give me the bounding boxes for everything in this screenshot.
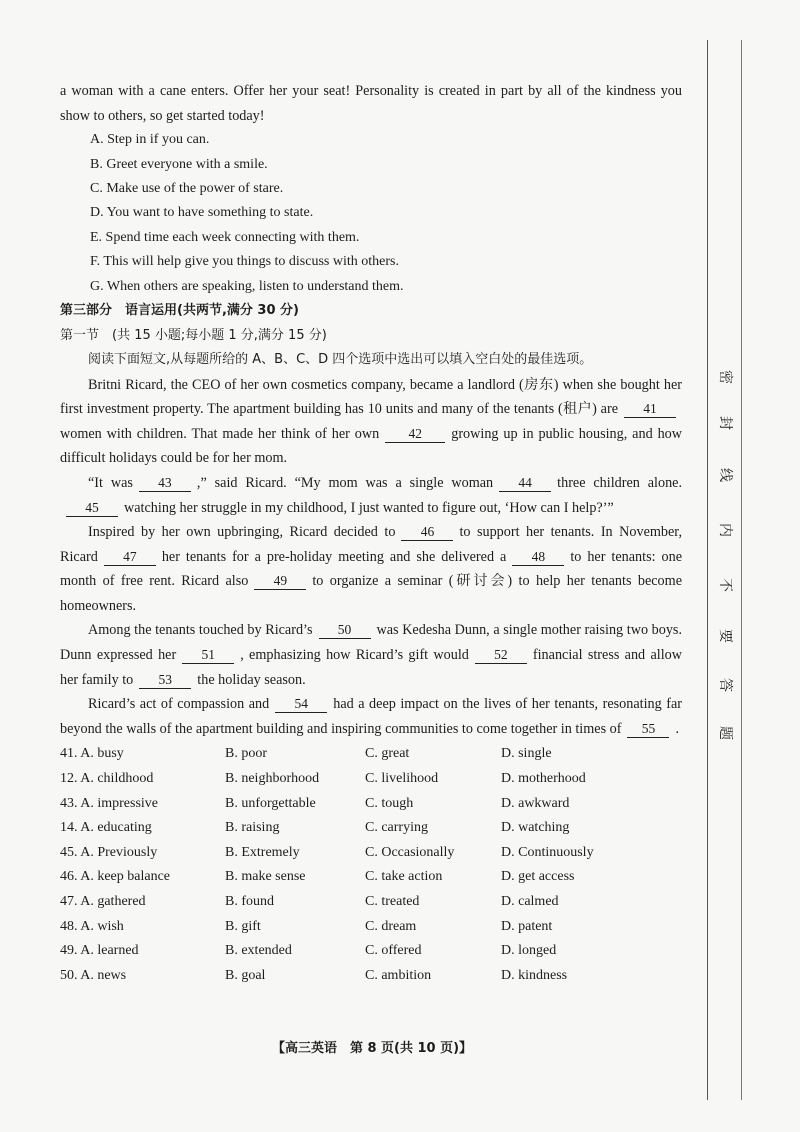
text-run: Britni Ricard, the CEO of her own cosmetics company, became a landlord (房东) when she bought her first investment property. The apartment building has 10 units and many of the tenants (租户) are	[60, 376, 682, 418]
choice-table	[60, 742, 682, 988]
choice-row	[60, 816, 682, 841]
blank-41: 41	[624, 400, 676, 418]
text-run: the holiday season.	[197, 671, 306, 688]
text-run: was Kedesha Dunn, a single mother raising two boys. Dunn expressed her	[60, 622, 682, 664]
option-e: E. Spend time each week connecting with them.	[90, 229, 360, 245]
choice-d: D. awkward	[501, 795, 570, 811]
blank-50: 50	[319, 621, 371, 639]
margin-char: 密	[717, 370, 733, 384]
margin-char: 答	[717, 678, 733, 692]
seven-options-list	[60, 128, 682, 299]
section-heading: 第三部分 语言运用(共两节,满分 30 分)	[60, 303, 299, 319]
text-run: financial stress and allow her family to	[60, 647, 682, 688]
option-f: F. This will help give you things to discuss with others.	[90, 254, 399, 270]
choice-d: D. watching	[501, 820, 570, 836]
choice-c: C. ambition	[365, 967, 432, 983]
cloze-paragraph-1	[60, 373, 682, 471]
choice-b: B. Extremely	[225, 844, 300, 860]
choice-d: D. motherhood	[501, 771, 586, 787]
text-run: Ricard’s act of compassion and	[88, 696, 270, 713]
text-run: to support her tenants. In November, Ricard	[60, 524, 683, 565]
choice-row	[60, 742, 682, 767]
blank-54: 54	[275, 695, 327, 713]
choice-a: 49. A. learned	[60, 943, 139, 959]
option-a: A. Step in if you can.	[90, 132, 210, 148]
blank-52: 52	[475, 646, 527, 664]
text-run: .	[675, 720, 680, 737]
choice-c: C. dream	[365, 918, 417, 934]
text-run: three children alone.	[557, 474, 683, 491]
text-run: women with children. That made her think of her own	[60, 425, 380, 442]
text-run: her tenants for a pre-holiday meeting and she delivered a	[161, 548, 507, 565]
choice-d: D. get access	[501, 869, 575, 885]
margin-char: 要	[717, 629, 733, 643]
choice-c: C. take action	[365, 869, 443, 885]
choice-row	[60, 939, 682, 964]
cloze-paragraph-4	[60, 618, 682, 692]
choice-b: B. neighborhood	[225, 771, 320, 787]
choice-a: 50. A. news	[60, 967, 127, 983]
text-run: Among the tenants touched by Ricard’s	[88, 622, 313, 639]
passage-ending: a woman with a cane enters. Offer her your seat! Personality is created in part by all of the kindness you show to others, so get started today!	[60, 83, 682, 124]
page-content	[60, 79, 682, 988]
text-run: Inspired by her own upbringing, Ricard decided to	[88, 524, 396, 541]
cloze-paragraph-3	[60, 520, 682, 618]
page-footer: 【高三英语 第 8 页(共 10 页)】	[271, 1041, 473, 1056]
choice-row	[60, 841, 682, 866]
margin-char: 线	[717, 468, 733, 482]
choice-c: C. treated	[365, 894, 420, 909]
choice-d: D. single	[501, 746, 552, 762]
choice-c: C. tough	[365, 795, 414, 811]
margin-char: 封	[717, 416, 733, 430]
blank-44: 44	[499, 474, 551, 492]
choice-d: D. kindness	[501, 967, 568, 983]
choice-a: 14. A. educating	[60, 820, 152, 836]
choice-a: 45. A. Previously	[60, 844, 158, 860]
choice-b: B. goal	[225, 967, 266, 983]
choice-a: 48. A. wish	[60, 918, 124, 934]
cloze-paragraph-2	[60, 471, 682, 520]
text-run: , emphasizing how Ricard’s gift would	[240, 647, 469, 664]
binding-line-outer	[741, 40, 742, 1100]
choice-a: 47. A. gathered	[60, 894, 146, 909]
option-d: D. You want to have something to state.	[90, 205, 314, 221]
option-b: B. Greet everyone with a smile.	[90, 156, 268, 172]
binding-line-inner	[707, 40, 708, 1100]
choice-b: B. gift	[225, 918, 261, 934]
text-run: growing up in public housing, and how difficult holidays could be for her mom.	[60, 425, 682, 467]
blank-45: 45	[66, 499, 118, 517]
choice-d: D. calmed	[501, 894, 559, 909]
choice-row	[60, 865, 682, 890]
choice-b: B. extended	[225, 943, 292, 959]
choice-c: C. Occasionally	[365, 844, 455, 860]
blank-55: 55	[627, 720, 669, 738]
blank-43: 43	[139, 474, 191, 492]
choice-a: 43. A. impressive	[60, 795, 158, 811]
blank-48: 48	[512, 548, 564, 566]
blank-49: 49	[254, 572, 306, 590]
choice-row	[60, 964, 682, 989]
choice-row	[60, 890, 682, 915]
text-run: watching her struggle in my childhood, I just wanted to figure out, ‘How can I help?’”	[124, 499, 614, 516]
text-run: to her tenants: one month of free rent. Ricard also	[60, 548, 682, 590]
choice-d: D. longed	[501, 943, 557, 959]
choice-a: 41. A. busy	[60, 746, 124, 762]
text-run: had a deep impact on the lives of her tenants, resonating far beyond the walls of the apartment building and inspiring communities to come together in times of	[60, 696, 683, 737]
blank-46: 46	[401, 523, 453, 541]
choice-c: C. livelihood	[365, 771, 439, 787]
choice-c: C. offered	[365, 943, 422, 959]
choice-row	[60, 915, 682, 940]
choice-b: B. make sense	[225, 869, 306, 885]
choice-a: 46. A. keep balance	[60, 869, 171, 885]
option-c: C. Make use of the power of stare.	[90, 181, 284, 196]
choice-d: D. patent	[501, 918, 553, 934]
choice-b: B. raising	[225, 820, 280, 836]
text-run: “It was	[88, 474, 133, 491]
choice-c: C. carrying	[365, 820, 428, 836]
blank-51: 51	[182, 646, 234, 664]
choice-a: 12. A. childhood	[60, 771, 154, 787]
margin-char: 题	[717, 726, 733, 740]
section-subheading: 第一节 (共 15 小题;每小题 1 分,满分 15 分)	[60, 327, 327, 343]
choice-d: D. Continuously	[501, 844, 594, 860]
margin-char: 内	[717, 523, 733, 537]
text-run: ,” said Ricard. “My mom was a single woman	[196, 474, 494, 491]
choice-b: B. unforgettable	[225, 795, 316, 811]
choice-c: C. great	[365, 746, 410, 762]
option-g: G. When others are speaking, listen to understand them.	[90, 278, 404, 294]
margin-char: 不	[717, 578, 733, 592]
section-instruction: 阅读下面短文,从每题所给的 A、B、C、D 四个选项中选出可以填入空白处的最佳选项。	[88, 352, 593, 368]
choice-b: B. poor	[225, 746, 267, 762]
choice-row	[60, 792, 682, 817]
choice-b: B. found	[225, 894, 274, 909]
blank-47: 47	[104, 548, 156, 566]
choice-row	[60, 767, 682, 792]
cloze-paragraph-5	[60, 692, 682, 741]
blank-53: 53	[139, 671, 191, 689]
blank-42: 42	[385, 425, 445, 443]
text-run: to organize a seminar (研讨会) to help her tenants become homeowners.	[60, 573, 682, 614]
